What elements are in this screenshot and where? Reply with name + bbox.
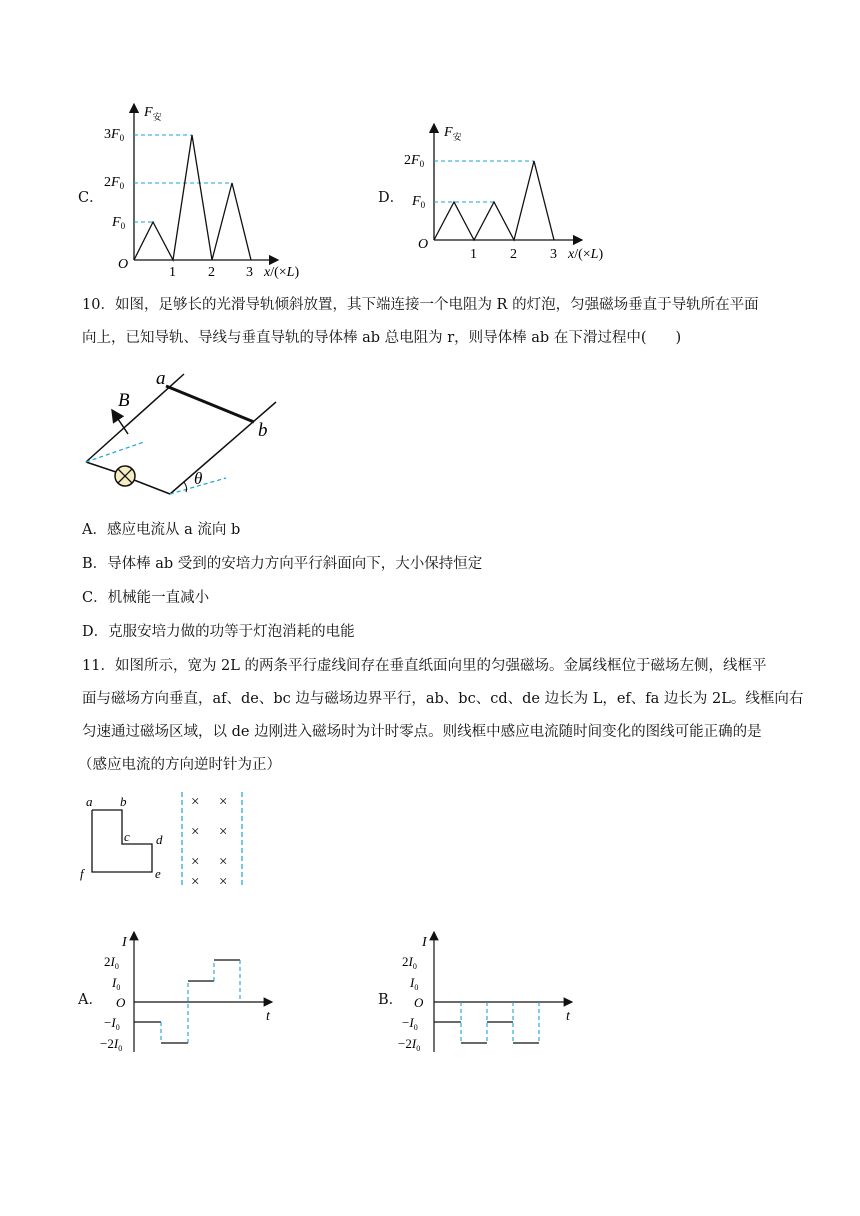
q10-option-b: B．导体棒 ab 受到的安培力方向平行斜面向下，大小保持恒定: [82, 556, 483, 572]
q11b-y-axis-label: I: [422, 935, 427, 950]
q11a-tick-o: O: [116, 995, 126, 1010]
q9-option-c-label: C．: [78, 190, 104, 206]
q11-text-line2: 面与磁场方向垂直，af、de、bc 边与磁场边界平行，ab、bc、cd、de 边长为 L，ef、fa 边长为 2L。线框向右: [82, 691, 804, 707]
svg-text:×: ×: [219, 794, 228, 810]
q10-label-theta: θ: [194, 469, 203, 488]
q11-label-a: a: [86, 794, 93, 809]
q9c-tick-3f0: $3F_0$: [104, 127, 125, 143]
q9d-tick-2f0: $2F_0$: [404, 153, 425, 169]
q9d-y-axis-label: $F_安$: [444, 125, 462, 142]
q10-option-a: A．感应电流从 a 流向 b: [82, 522, 241, 538]
q11b-x-axis-label: t: [566, 1009, 570, 1024]
q11-text-line1: 11．如图所示，宽为 2L 的两条平行虚线间存在垂直纸面向里的匀强磁场。金属线框位于磁场左侧，线框平: [82, 658, 767, 674]
svg-text:×: ×: [191, 874, 200, 890]
q9d-curve: [434, 161, 554, 240]
q11b-tick-i0: $I_0$: [410, 975, 419, 992]
svg-text:×: ×: [219, 874, 228, 890]
q9d-tick-x3: 3: [550, 247, 557, 262]
q9d-tick-f0: $F_0$: [412, 194, 426, 210]
q9c-tick-x1: 1: [169, 265, 176, 280]
q11-label-d: d: [156, 832, 163, 847]
q11-figure: [76, 792, 256, 892]
q9c-x-axis-label: x/(×L): [264, 265, 300, 280]
magnetic-field-crosses: [191, 794, 227, 890]
q9d-origin: O: [418, 237, 429, 252]
q11-option-a-label: A．: [78, 992, 103, 1008]
q11-option-b-graph: [398, 926, 582, 1056]
q9c-tick-x3: 3: [246, 265, 253, 280]
q9c-origin: O: [118, 257, 129, 272]
q11-text-line4: （感应电流的方向逆时针为正）: [78, 757, 281, 773]
q9c-tick-2f0: $2F_0$: [104, 175, 125, 191]
q9d-x-axis-label: x/(×L): [568, 247, 604, 262]
svg-text:×: ×: [219, 824, 228, 840]
q10-option-c: C．机械能一直减小: [82, 590, 210, 606]
svg-text:×: ×: [219, 854, 228, 870]
q10-text-line1: 10．如图，足够长的光滑导轨倾斜放置，其下端连接一个电阻为 R 的灯泡，匀强磁场垂直于导轨所在平面: [82, 297, 759, 313]
q11-label-c: c: [124, 829, 130, 844]
q11a-tick-neg-2i0: $-2I_0$: [100, 1036, 123, 1053]
svg-text:×: ×: [191, 824, 200, 840]
q9-option-d-label: D．: [378, 190, 405, 206]
q11a-tick-2i0: $2I_0$: [104, 954, 119, 971]
q11-label-b: b: [120, 794, 127, 809]
q11-option-a-graph: [100, 926, 284, 1056]
svg-text:×: ×: [191, 854, 200, 870]
q11a-x-axis-label: t: [266, 1009, 270, 1024]
q10-figure: [80, 364, 290, 504]
wire-frame: [92, 810, 152, 872]
q11a-y-axis-label: I: [122, 935, 127, 950]
q10-label-a: a: [156, 368, 166, 389]
q10-text-line2: 向上，已知导轨、导线与垂直导轨的导体棒 ab 总电阻为 r，则导体棒 ab 在下滑过程中( ): [82, 330, 682, 346]
svg-text:×: ×: [191, 794, 200, 810]
q9d-tick-x1: 1: [470, 247, 477, 262]
rod-ab: [166, 386, 254, 422]
q10-label-b: b: [258, 420, 268, 441]
b-field-arrow: [112, 410, 128, 434]
q11b-tick-o: O: [414, 995, 424, 1010]
q11b-tick-neg-i0: $-I_0$: [402, 1015, 418, 1032]
q10-label-B: B: [118, 390, 130, 411]
q9c-curve: [134, 135, 251, 260]
q11a-tick-neg-i0: $-I_0$: [104, 1015, 120, 1032]
q11-option-b-label: B．: [378, 992, 404, 1008]
q11b-tick-2i0: $2I_0$: [402, 954, 417, 971]
q9-option-c-graph: [100, 98, 350, 288]
q9c-y-axis-label: $F_安$: [144, 105, 162, 122]
q11a-tick-i0: $I_0$: [112, 975, 121, 992]
q11-label-e: e: [155, 866, 161, 881]
q9-option-d-graph: [400, 118, 650, 268]
q10-option-d: D．克服安培力做的功等于灯泡消耗的电能: [82, 624, 355, 640]
q11b-tick-neg-2i0: $-2I_0$: [398, 1036, 421, 1053]
q9d-tick-x2: 2: [510, 247, 517, 262]
q9c-tick-f0: $F_0$: [112, 215, 126, 231]
q9c-tick-x2: 2: [208, 265, 215, 280]
q11-text-line3: 匀速通过磁场区域，以 de 边刚进入磁场时为计时零点。则线框中感应电流随时间变化的图线可能正确的是: [82, 724, 762, 740]
q11-label-f: f: [80, 866, 84, 881]
